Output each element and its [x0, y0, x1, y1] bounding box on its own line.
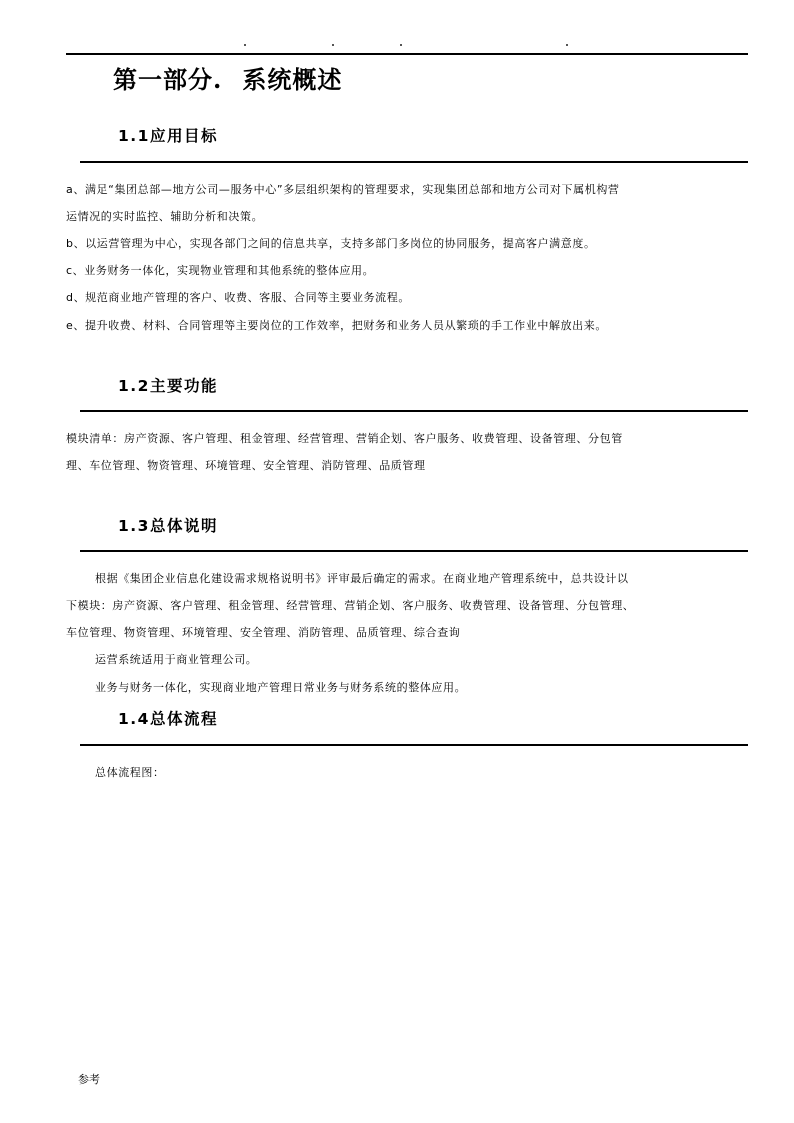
paragraph-line: 根据《集团企业信息化建设需求规格说明书》评审最后确定的需求。在商业地产管理系统中，总共设计以	[95, 572, 629, 585]
header-rule	[66, 53, 748, 55]
part-number: 第一部分.	[113, 65, 223, 94]
paragraph-line: 车位管理、物资管理、环境管理、安全管理、消防管理、品质管理、综合查询	[66, 626, 461, 639]
paragraph-line: d、规范商业地产管理的客户、收费、客服、合同等主要业务流程。	[66, 291, 410, 304]
paragraph-line: 运营系统适用于商业管理公司。	[95, 653, 258, 666]
part-name: 系统概述	[242, 65, 343, 94]
paragraph-line: 理、车位管理、物资管理、环境管理、安全管理、消防管理、品质管理	[66, 459, 426, 472]
section-title-1-3: 1.3总体说明	[118, 517, 218, 535]
paragraph-line: 总体流程图：	[95, 766, 165, 779]
paragraph-line: 模块清单：房产资源、客户管理、租金管理、经营管理、营销企划、客户服务、收费管理、设备管理、分包管	[66, 432, 623, 445]
paragraph-line: b、以运营管理为中心，实现各部门之间的信息共享，支持多部门多岗位的协同服务，提高客户满意度。	[66, 237, 596, 250]
section-rule-1-2	[80, 410, 748, 412]
paragraph-line: 业务与财务一体化，实现商业地产管理日常业务与财务系统的整体应用。	[95, 681, 467, 694]
section-rule-1-3	[80, 550, 748, 552]
part-title	[113, 60, 342, 95]
section-title-1-4: 1.4总体流程	[118, 710, 218, 728]
section-rule-1-1	[80, 161, 748, 163]
paragraph-line: 下模块：房产资源、客户管理、租金管理、经营管理、营销企划、客户服务、收费管理、设备管理、分包管理、	[66, 599, 635, 612]
paragraph-line: 运情况的实时监控、辅助分析和决策。	[66, 210, 264, 223]
section-rule-1-4	[80, 744, 748, 746]
section-title-1-1: 1.1应用目标	[118, 127, 218, 145]
paragraph-line: e、提升收费、材料、合同管理等主要岗位的工作效率，把财务和业务人员从繁琐的手工作业中解放出来。	[66, 319, 607, 332]
paragraph-line: a、满足“集团总部—地方公司—服务中心”多层组织架构的管理要求，实现集团总部和地方公司对下属机构营	[66, 183, 620, 196]
page-footer: 参考	[78, 1073, 100, 1086]
paragraph-line: c、业务财务一体化，实现物业管理和其他系统的整体应用。	[66, 264, 375, 277]
section-title-1-2: 1.2主要功能	[118, 377, 218, 395]
header-dots	[0, 44, 794, 50]
